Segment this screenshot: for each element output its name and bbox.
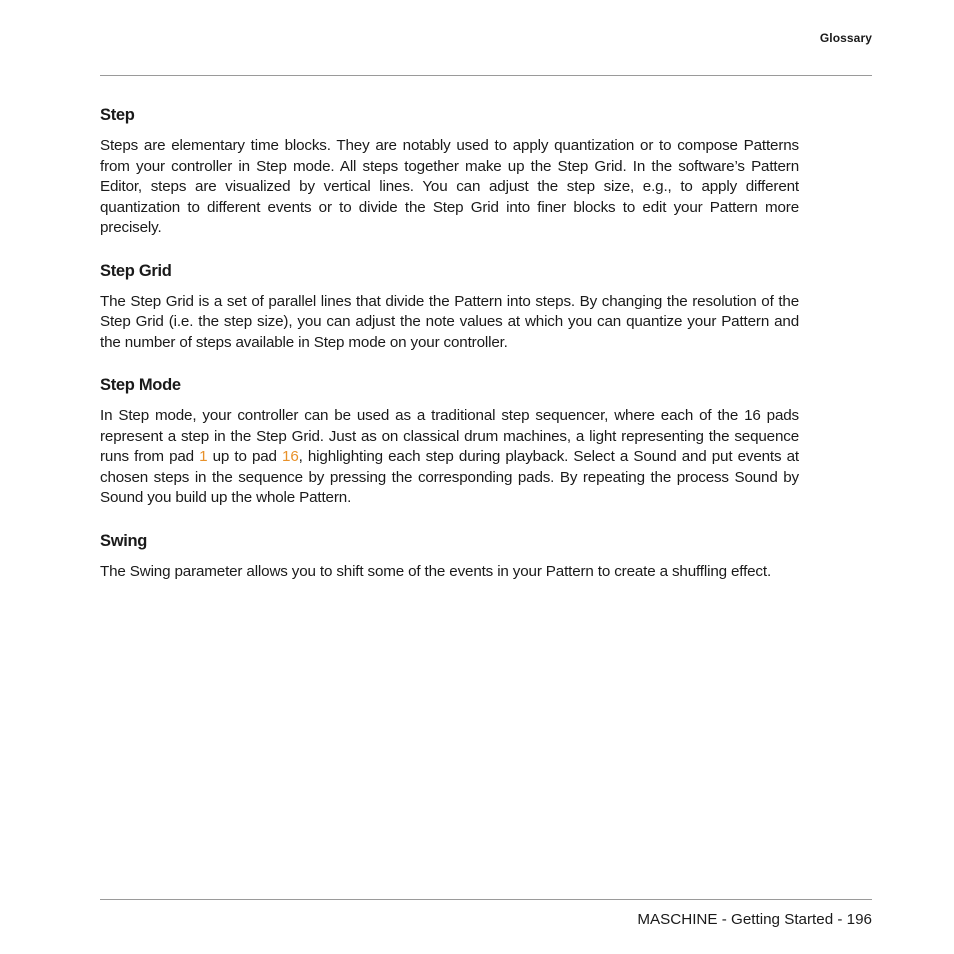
entry-title: Step: [100, 106, 135, 124]
page-footer: MASCHINE - Getting Started - 196: [637, 911, 872, 928]
entry-body-text: , highlighting each step during playback. Select a Sound and put events at chosen steps in the sequence by pressing the corresponding pads. By repeating the process Sound by Sound you build up the whole Pattern.: [100, 448, 799, 506]
running-header-section: Glossary: [819, 31, 872, 45]
glossary-entry-step-mode: [100, 374, 799, 509]
glossary-entry-step: [100, 104, 799, 239]
entry-body: [100, 406, 799, 509]
glossary-entry-swing: [100, 530, 799, 583]
entry-title: Step Grid: [100, 261, 172, 280]
entry-body-text: In Step mode, your controller can be used as a traditional step sequencer, where each of the 16 pads represent a step in the Step Grid. Just as on classical drum machines, a light representing the sequence runs from pad: [100, 407, 799, 465]
footer-divider: [100, 899, 872, 900]
entry-title: Step Mode: [100, 376, 181, 394]
entry-body-text: up to pad: [207, 448, 283, 465]
glossary-entry-step-grid: [100, 260, 799, 354]
glossary-content: [100, 104, 799, 603]
entry-body: The Swing parameter allows you to shift some of the events in your Pattern to create a shuffling effect.: [100, 562, 772, 580]
entry-body: The Step Grid is a set of parallel lines that divide the Pattern into steps. By changing the resolution of the Step Grid (i.e. the step size), you can adjust the note values at which you can quantize your Pattern and the number of steps available in Step mode on your controller.: [100, 292, 799, 351]
entry-title: Swing: [100, 531, 148, 550]
header-divider: [100, 75, 872, 76]
pad-16-link[interactable]: 16: [282, 448, 299, 465]
entry-body: Steps are elementary time blocks. They are notably used to apply quantization or to compose Patterns from your controller in Step mode. All steps together make up the Step Grid. In the software’s Pattern Editor, steps are visualized by vertical lines. You can adjust the step size, e.g., to apply different quantization to different events or to divide the Step Grid into finer blocks to edit your Pattern more precisely.: [100, 137, 799, 236]
pad-1-link[interactable]: 1: [199, 448, 208, 465]
